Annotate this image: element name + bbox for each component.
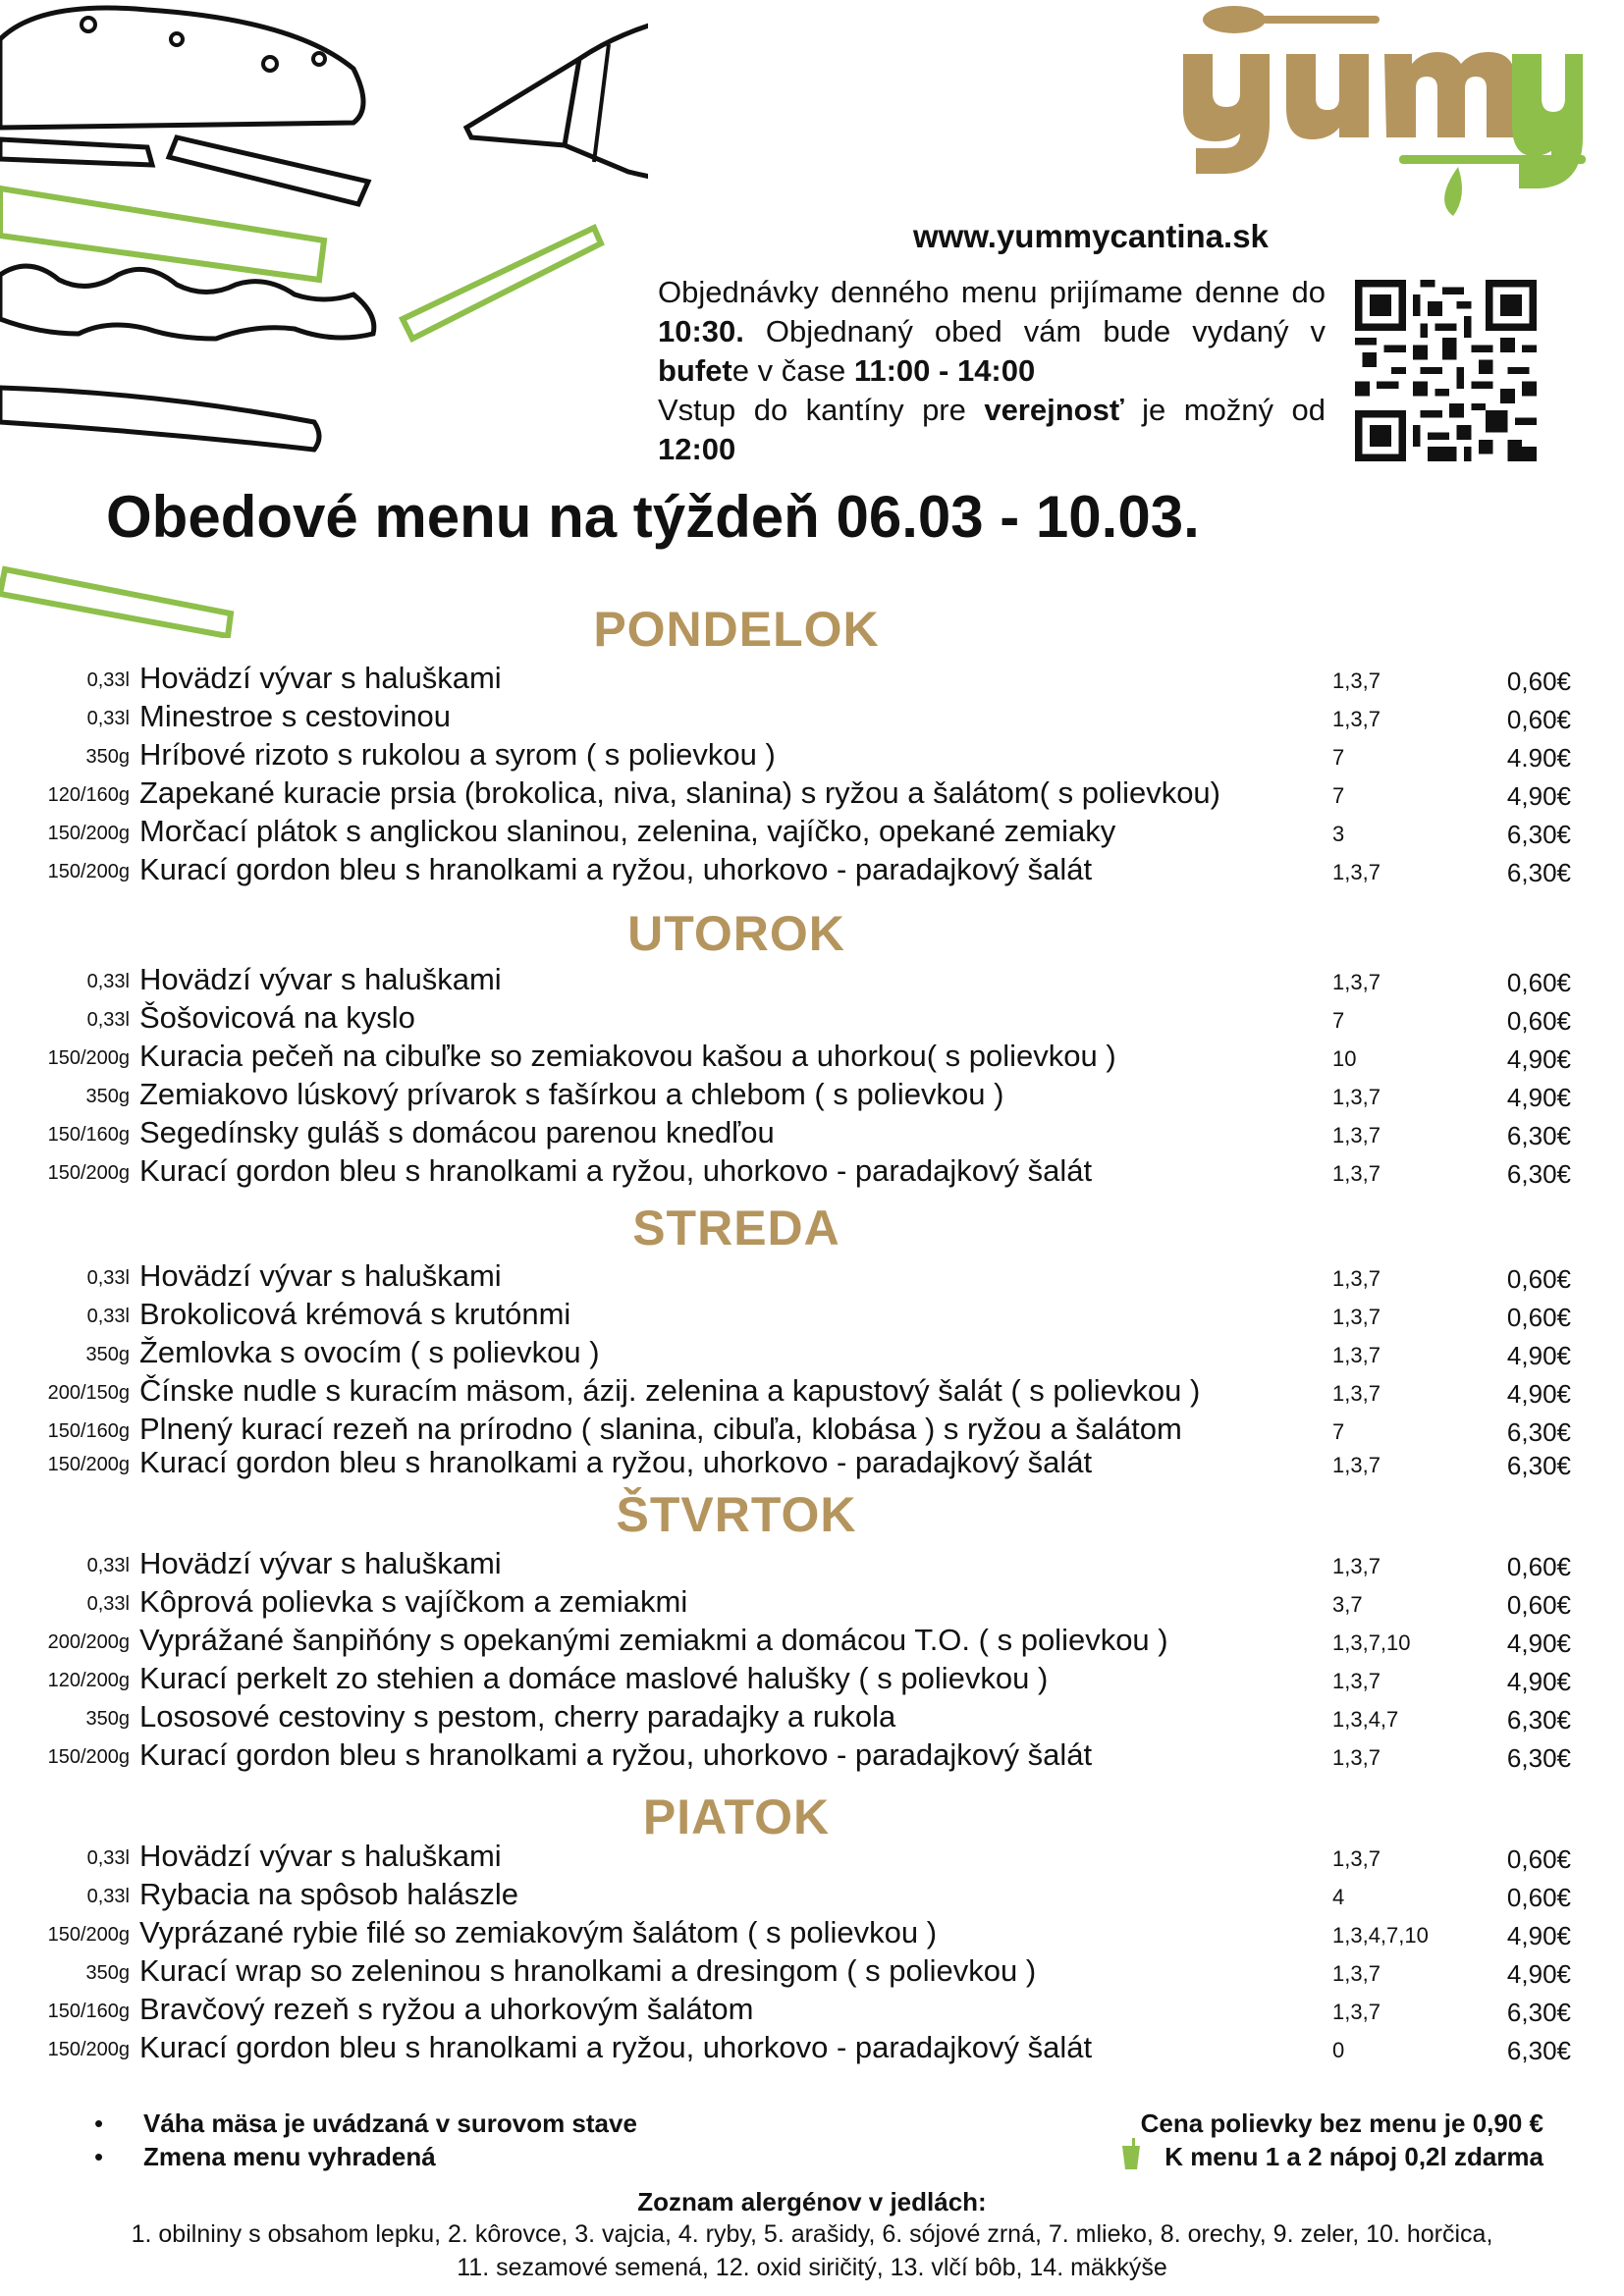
info-text-2: Objednaný obed vám bude vydaný v — [743, 314, 1326, 348]
item-weight: 0,33l — [86, 1593, 130, 1615]
item-allergens: 3 — [1332, 822, 1345, 846]
menu-row — [0, 1623, 1624, 1661]
item-weight: 0,33l — [86, 1267, 130, 1289]
item-allergens: 7 — [1332, 745, 1345, 770]
item-weight: 150/160g — [47, 1420, 130, 1442]
item-weight: 0,33l — [86, 971, 130, 992]
item-allergens: 1,3,7 — [1332, 1305, 1380, 1329]
item-price: 4,90€ — [1506, 781, 1571, 811]
menu-row — [0, 1077, 1624, 1115]
menu-row — [0, 699, 1624, 737]
item-price: 4,90€ — [1506, 1341, 1571, 1370]
tomato-slice-icon-2 — [169, 137, 368, 204]
yummy-logo — [1164, 0, 1586, 221]
menu-row — [0, 1992, 1624, 2030]
website-url[interactable]: www.yummycantina.sk — [913, 218, 1269, 254]
item-weight: 350g — [85, 1962, 130, 1984]
item-price: 4,90€ — [1506, 1667, 1571, 1696]
bullet-icon: • — [94, 2109, 104, 2138]
item-allergens: 1,3,7 — [1332, 1961, 1380, 1986]
item-price: 6,30€ — [1506, 1159, 1571, 1189]
item-name: Hovädzí vývar s haluškami — [139, 661, 502, 695]
item-price: 6,30€ — [1506, 1451, 1571, 1480]
item-price: 0,60€ — [1506, 705, 1571, 734]
item-weight: 150/200g — [47, 823, 130, 844]
item-price: 4,90€ — [1506, 1044, 1571, 1074]
item-name: Plnený kurací rezeň na prírodno ( slanina, cibuľa, klobása ) s ryžou a šalátom — [139, 1412, 1182, 1446]
item-weight: 0,33l — [86, 1306, 130, 1327]
item-name: Kurací gordon bleu s hranolkami a ryžou, uhorkovo - paradajkový šalát — [139, 2030, 1093, 2064]
item-weight: 0,33l — [86, 669, 130, 691]
item-allergens: 1,3,7 — [1332, 1554, 1380, 1578]
day-heading-wednesday: STREDA — [632, 1201, 840, 1255]
item-allergens: 1,3,7 — [1332, 1846, 1380, 1871]
info-bufet: bufet — [658, 353, 732, 388]
menu-row — [0, 1297, 1624, 1335]
item-name: Hovädzí vývar s haluškami — [139, 962, 502, 996]
item-price: 6,30€ — [1506, 1705, 1571, 1735]
item-name: Hovädzí vývar s haluškami — [139, 1546, 502, 1580]
item-name: Vyprázané rybie filé so zemiakovým šalátom ( s polievkou ) — [139, 1915, 938, 1949]
item-price: 0,60€ — [1506, 1006, 1571, 1036]
bun-top-icon — [0, 8, 363, 128]
item-price: 0,60€ — [1506, 1552, 1571, 1581]
item-allergens: 1,3,7 — [1332, 1745, 1380, 1770]
menu-row — [0, 1335, 1624, 1373]
item-allergens: 3,7 — [1332, 1592, 1363, 1617]
item-price: 0,60€ — [1506, 1844, 1571, 1874]
bullet-icon: • — [94, 2142, 104, 2171]
item-price: 0,60€ — [1506, 667, 1571, 696]
item-price: 6,30€ — [1506, 858, 1571, 887]
item-allergens: 0 — [1332, 2038, 1345, 2062]
item-name: Vyprážané šanpiňóny s opekanými zemiakmi a domácou T.O. ( s polievkou ) — [139, 1623, 1168, 1657]
item-weight: 350g — [85, 1708, 130, 1730]
item-name: Morčací plátok s anglickou slaninou, zelenina, vajíčko, opekané zemiaky — [139, 814, 1116, 848]
menu-row — [0, 962, 1624, 1000]
item-allergens: 10 — [1332, 1046, 1357, 1071]
menu-row — [0, 1661, 1624, 1699]
menu-row — [0, 814, 1624, 852]
item-allergens: 1,3,7 — [1332, 1161, 1380, 1186]
item-weight: 120/160g — [47, 784, 130, 806]
item-name: Kurací gordon bleu s hranolkami a ryžou, uhorkovo - paradajkový šalát — [139, 1153, 1093, 1188]
item-allergens: 1,3,4,7 — [1332, 1707, 1399, 1732]
item-name: Čínske nudle s kuracím mäsom, ázij. zelenina a kapustový šalát ( s polievkou ) — [139, 1373, 1201, 1408]
note-menu-change: Zmena menu vyhradená — [143, 2142, 436, 2171]
menu-row — [0, 1373, 1624, 1412]
item-name: Hovädzí vývar s haluškami — [139, 1258, 502, 1293]
item-weight: 350g — [85, 1344, 130, 1365]
item-allergens: 1,3,4,7,10 — [1332, 1923, 1429, 1948]
menu-row — [0, 1877, 1624, 1915]
item-name: Hovädzí vývar s haluškami — [139, 1839, 502, 1873]
info-serving-time: 11:00 - 14:00 — [853, 353, 1036, 388]
item-name: Lososové cestoviny s pestom, cherry paradajky a rukola — [139, 1699, 896, 1734]
menu-row — [0, 775, 1624, 814]
item-weight: 150/200g — [47, 1924, 130, 1946]
item-allergens: 1,3,7 — [1332, 668, 1380, 693]
item-weight: 0,33l — [86, 1555, 130, 1576]
item-name: Segedínsky guláš s domácou parenou knedľou — [139, 1115, 775, 1149]
item-name: Kuracia pečeň na cibuľke so zemiakovou kašou a uhorkou( s polievkou ) — [139, 1039, 1116, 1073]
info-text-3: e v čase — [731, 353, 854, 388]
item-allergens: 1,3,7 — [1332, 707, 1380, 731]
allergen-list-line-1: 1. obilniny s obsahom lepku, 2. kôrovce, 3. vajcia, 4. ryby, 5. arašidy, 6. sójové zrná, 7. mlieko, 8. orechy, 9. zeler, 10. horčica, — [131, 2220, 1493, 2248]
day-heading-tuesday: UTOROK — [627, 906, 845, 961]
item-price: 4.90€ — [1506, 743, 1571, 773]
item-weight: 150/200g — [47, 1162, 130, 1184]
menu-row — [0, 661, 1624, 699]
item-price: 0,60€ — [1506, 968, 1571, 997]
item-allergens: 1,3,7 — [1332, 1381, 1380, 1406]
item-weight: 350g — [85, 1086, 130, 1107]
item-weight: 350g — [85, 746, 130, 768]
item-allergens: 1,3,7 — [1332, 2000, 1380, 2024]
item-allergens: 1,3,7 — [1332, 1343, 1380, 1367]
fry-icon — [403, 228, 601, 339]
item-price: 0,60€ — [1506, 1883, 1571, 1912]
menu-row — [0, 1953, 1624, 1992]
item-name: Zemiakovo lúskový prívarok s fašírkou a chlebom ( s polievkou ) — [139, 1077, 1004, 1111]
order-info — [658, 273, 1326, 469]
item-weight: 150/200g — [47, 2039, 130, 2060]
menu-row — [0, 1258, 1624, 1297]
item-price: 6,30€ — [1506, 1121, 1571, 1150]
item-allergens: 1,3,7 — [1332, 1453, 1380, 1477]
qr-code[interactable] — [1355, 280, 1537, 461]
item-price: 0,60€ — [1506, 1303, 1571, 1332]
menu-row — [0, 1737, 1624, 1776]
note-meat-weight: Váha mäsa je uvádzaná v surovom stave — [143, 2109, 637, 2138]
menu-row — [0, 852, 1624, 890]
note-free-drink: K menu 1 a 2 nápoj 0,2l zdarma — [1164, 2142, 1543, 2171]
item-price: 4,90€ — [1506, 1629, 1571, 1658]
menu-row — [0, 1115, 1624, 1153]
menu-row — [0, 1546, 1624, 1584]
item-allergens: 1,3,7 — [1332, 970, 1380, 994]
fry-icon-2 — [0, 569, 231, 636]
item-weight: 0,33l — [86, 708, 130, 729]
day-heading-friday: PIATOK — [642, 1789, 831, 1844]
item-allergens: 1,3,7 — [1332, 1123, 1380, 1148]
item-weight: 150/200g — [47, 1454, 130, 1475]
item-allergens: 7 — [1332, 1419, 1345, 1444]
item-name: Kurací perkelt zo stehien a domáce maslové halušky ( s polievkou ) — [139, 1661, 1049, 1695]
item-price: 4,90€ — [1506, 1921, 1571, 1950]
item-allergens: 7 — [1332, 783, 1345, 808]
item-name: Brokolicová krémová s krutónmi — [139, 1297, 571, 1331]
item-weight: 0,33l — [86, 1886, 130, 1907]
item-weight: 120/200g — [47, 1670, 130, 1691]
allergen-list-line-2: 11. sezamové semená, 12. oxid siričitý, 13. vlčí bôb, 14. mäkkýše — [457, 2254, 1167, 2281]
menu-row — [0, 1839, 1624, 1877]
item-name: Hríbové rizoto s rukolou a syrom ( s polievkou ) — [139, 737, 776, 772]
item-price: 6,30€ — [1506, 2036, 1571, 2065]
item-weight: 150/200g — [47, 1746, 130, 1768]
tomato-slice-icon — [0, 139, 152, 165]
cucumber-slice-icon — [0, 188, 324, 280]
sauce-bottle-icon — [466, 9, 648, 187]
item-price: 0,60€ — [1506, 1264, 1571, 1294]
menu-row — [0, 1000, 1624, 1039]
info-text-1: Objednávky denného menu prijímame denne do — [658, 275, 1326, 309]
item-price: 4,90€ — [1506, 1959, 1571, 1989]
item-price: 6,30€ — [1506, 820, 1571, 849]
item-weight: 150/200g — [47, 1047, 130, 1069]
info-public-time: 12:00 — [658, 432, 736, 466]
item-name: Kurací gordon bleu s hranolkami a ryžou, uhorkovo - paradajkový šalát — [139, 852, 1093, 886]
info-text-4: Vstup do kantíny pre — [658, 393, 985, 427]
day-heading-thursday: ŠTVRTOK — [616, 1487, 857, 1542]
item-weight: 150/200g — [47, 861, 130, 882]
menu-row — [0, 1584, 1624, 1623]
note-soup-price: Cena polievky bez menu je 0,90 € — [1140, 2109, 1543, 2138]
item-name: Kurací wrap so zeleninou s hranolkami a dresingom ( s polievkou ) — [139, 1953, 1037, 1988]
patty-icon — [0, 388, 319, 450]
item-allergens: 1,3,7 — [1332, 1669, 1380, 1693]
item-allergens: 1,3,7,10 — [1332, 1630, 1411, 1655]
item-weight: 200/150g — [47, 1382, 130, 1404]
item-price: 4,90€ — [1506, 1083, 1571, 1112]
item-name: Bravčový rezeň s ryžou a uhorkovým šalátom — [139, 1992, 754, 2026]
item-name: Šošovicová na kyslo — [139, 1000, 415, 1035]
item-weight: 150/160g — [47, 2001, 130, 2022]
menu-row — [0, 1153, 1624, 1192]
item-name: Žemlovka s ovocím ( s polievkou ) — [139, 1335, 600, 1369]
day-heading-monday: PONDELOK — [593, 602, 880, 657]
item-name: Zapekané kuracie prsia (brokolica, niva, slanina) s ryžou a šalátom( s polievkou) — [139, 775, 1220, 810]
item-price: 0,60€ — [1506, 1590, 1571, 1620]
info-public: verejnosť — [984, 393, 1124, 427]
allergen-title: Zoznam alergénov v jedlách: — [637, 2187, 987, 2216]
item-allergens: 1,3,7 — [1332, 1085, 1380, 1109]
item-weight: 200/200g — [47, 1631, 130, 1653]
item-price: 4,90€ — [1506, 1379, 1571, 1409]
item-allergens: 1,3,7 — [1332, 1266, 1380, 1291]
menu-row — [0, 2030, 1624, 2068]
item-name: Kôprová polievka s vajíčkom a zemiakmi — [139, 1584, 688, 1619]
menu-row — [0, 1039, 1624, 1077]
item-name: Minestroe s cestovinou — [139, 699, 452, 733]
item-name: Rybacia na spôsob halászle — [139, 1877, 519, 1911]
item-weight: 0,33l — [86, 1009, 130, 1031]
info-text-5: je možný od — [1123, 393, 1326, 427]
menu-row — [0, 737, 1624, 775]
item-allergens: 4 — [1332, 1885, 1345, 1909]
drink-icon — [1119, 2138, 1143, 2171]
item-price: 6,30€ — [1506, 1998, 1571, 2027]
info-order-deadline: 10:30. — [658, 314, 744, 348]
menu-row — [0, 1699, 1624, 1737]
item-allergens: 1,3,7 — [1332, 860, 1380, 884]
menu-row — [0, 1445, 1624, 1483]
item-weight: 150/160g — [47, 1124, 130, 1146]
item-name: Kurací gordon bleu s hranolkami a ryžou, uhorkovo - paradajkový šalát — [139, 1737, 1093, 1772]
menu-row — [0, 1915, 1624, 1953]
item-weight: 0,33l — [86, 1847, 130, 1869]
item-allergens: 7 — [1332, 1008, 1345, 1033]
item-price: 6,30€ — [1506, 1417, 1571, 1447]
page-title: Obedové menu na týždeň 06.03 - 10.03. — [106, 484, 1200, 550]
item-price: 6,30€ — [1506, 1743, 1571, 1773]
item-name: Kurací gordon bleu s hranolkami a ryžou, uhorkovo - paradajkový šalát — [139, 1445, 1093, 1479]
